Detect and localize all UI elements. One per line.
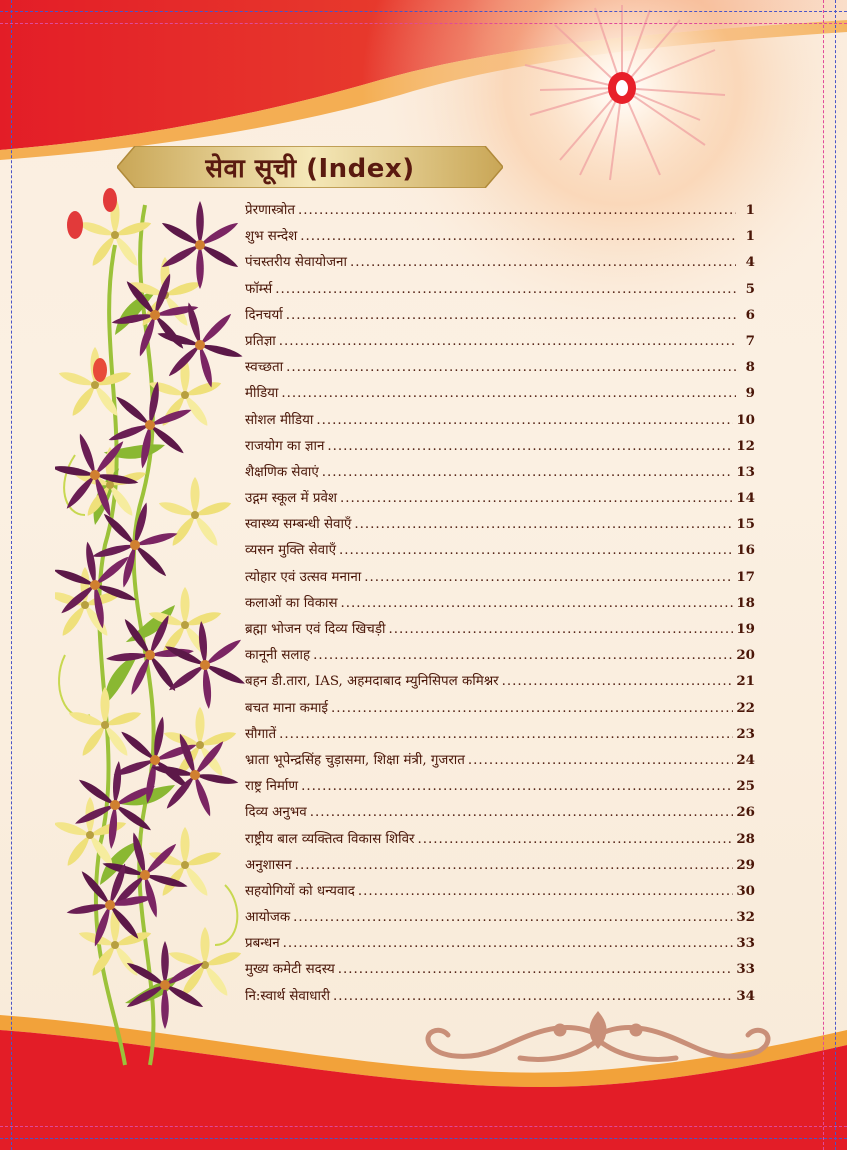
toc-entry-title: आयोजक bbox=[245, 910, 291, 926]
toc-leader-dots bbox=[354, 517, 733, 532]
toc-leader-dots bbox=[333, 989, 733, 1004]
toc-entry-page: 14 bbox=[736, 490, 755, 507]
toc-entry-title: ब्रह्मा भोजन एवं दिव्य खिचड़ी bbox=[245, 622, 386, 637]
toc-entry-page: 13 bbox=[736, 463, 755, 480]
toc-entry[interactable] bbox=[245, 200, 755, 226]
toc-entry-title: अनुशासन bbox=[245, 857, 292, 873]
toc-entry[interactable] bbox=[245, 933, 755, 959]
toc-entry-page: 9 bbox=[745, 385, 755, 402]
toc-entry[interactable] bbox=[245, 698, 755, 724]
toc-entry-page: 15 bbox=[736, 516, 755, 533]
page-title: सेवा सूची (Index) bbox=[205, 154, 415, 184]
toc-entry[interactable] bbox=[245, 750, 755, 776]
toc-leader-dots bbox=[275, 282, 736, 297]
toc-entry[interactable] bbox=[245, 645, 755, 671]
toc-entry[interactable] bbox=[245, 881, 755, 907]
toc-entry-page: 33 bbox=[736, 935, 755, 952]
toc-entry-page: 19 bbox=[736, 621, 755, 637]
toc-entry[interactable] bbox=[245, 331, 755, 357]
toc-leader-dots bbox=[279, 727, 733, 742]
toc-entry-title: राष्ट्र निर्माण bbox=[245, 779, 299, 795]
toc-entry-title: सोशल मीडिया bbox=[245, 412, 314, 428]
toc-entry[interactable] bbox=[245, 671, 755, 697]
toc-leader-dots bbox=[418, 832, 734, 847]
toc-entry-page: 6 bbox=[745, 306, 755, 323]
toc-entry[interactable] bbox=[245, 724, 755, 750]
toc-entry[interactable] bbox=[245, 252, 755, 278]
toc-entry[interactable] bbox=[245, 305, 755, 331]
toc-leader-dots bbox=[338, 962, 734, 977]
toc-entry[interactable] bbox=[245, 959, 755, 985]
toc-entry[interactable] bbox=[245, 410, 755, 436]
toc-entry-title: राजयोग का ज्ञान bbox=[245, 438, 325, 454]
lily-garland-illustration bbox=[55, 185, 255, 1085]
scroll-ornament-icon bbox=[428, 1015, 768, 1059]
toc-entry-page: 21 bbox=[736, 673, 755, 690]
toc-leader-dots bbox=[350, 255, 736, 270]
toc-entry-page: 28 bbox=[736, 830, 755, 847]
toc-entry-title: शुभ सन्देश bbox=[245, 229, 298, 245]
toc-entry-page: 32 bbox=[736, 909, 755, 926]
toc-entry[interactable] bbox=[245, 488, 755, 514]
toc-leader-dots bbox=[295, 858, 734, 873]
toc-entry-page: 12 bbox=[736, 437, 755, 454]
toc-leader-dots bbox=[327, 439, 733, 454]
toc-entry-title: बहन डी.तारा, IAS, अहमदाबाद म्युनिसिपल कमिश्नर bbox=[245, 674, 499, 690]
toc-entry-title: दिव्य अनुभव bbox=[245, 805, 307, 821]
toc-entry[interactable] bbox=[245, 593, 755, 619]
toc-entry[interactable] bbox=[245, 436, 755, 462]
toc-entry-page: 8 bbox=[745, 359, 755, 376]
toc-entry[interactable] bbox=[245, 986, 755, 1012]
toc-entry-title: सौगातें bbox=[245, 726, 277, 742]
toc-entry[interactable] bbox=[245, 829, 755, 855]
toc-entry-page: 7 bbox=[745, 332, 755, 349]
toc-entry-title: व्यसन मुक्ति सेवाएँ bbox=[245, 543, 336, 559]
toc-entry-title: शैक्षणिक सेवाएं bbox=[245, 464, 319, 480]
toc-leader-dots bbox=[286, 360, 736, 375]
toc-entry[interactable] bbox=[245, 357, 755, 383]
toc-entry-page: 4 bbox=[745, 254, 755, 271]
toc-entry[interactable] bbox=[245, 567, 755, 593]
toc-entry[interactable] bbox=[245, 855, 755, 881]
toc-entry-page: 25 bbox=[736, 778, 755, 795]
toc-entry-title: प्रतिज्ञा bbox=[245, 333, 276, 349]
toc-leader-dots bbox=[341, 596, 734, 611]
toc-leader-dots bbox=[313, 648, 733, 663]
toc-entry-page: 17 bbox=[736, 568, 755, 585]
toc-entry-page: 10 bbox=[736, 411, 755, 428]
toc-entry-title: त्योहार एवं उत्सव मनाना bbox=[245, 569, 362, 585]
toc-entry-page: 18 bbox=[736, 594, 755, 611]
toc-entry[interactable] bbox=[245, 279, 755, 305]
toc-leader-dots bbox=[286, 308, 736, 323]
toc-entry[interactable] bbox=[245, 619, 755, 645]
toc-entry-page: 23 bbox=[736, 725, 755, 742]
toc-entry-title: स्वास्थ्य सम्बन्धी सेवाएँ bbox=[245, 517, 352, 533]
toc-leader-dots bbox=[281, 386, 736, 401]
toc-entry-page: 20 bbox=[736, 647, 755, 664]
toc-entry-title: प्रबन्धन bbox=[245, 936, 280, 952]
toc-entry[interactable] bbox=[245, 383, 755, 409]
toc-leader-dots bbox=[358, 884, 733, 899]
toc-entry-page: 29 bbox=[736, 856, 755, 873]
toc-leader-dots bbox=[364, 570, 733, 585]
toc-leader-dots bbox=[502, 674, 734, 689]
toc-leader-dots bbox=[468, 753, 733, 768]
toc-entry-page: 16 bbox=[736, 542, 755, 559]
toc-entry-page: 22 bbox=[736, 699, 755, 716]
toc-entry-page: 1 bbox=[745, 202, 755, 218]
toc-leader-dots bbox=[279, 334, 736, 349]
toc-entry-title: मुख्य कमेटी सदस्य bbox=[245, 962, 335, 978]
toc-entry-title: दिनचर्या bbox=[245, 307, 283, 323]
toc-entry[interactable] bbox=[245, 226, 755, 252]
toc-entry-title: नि:स्वार्थ सेवाधारी bbox=[245, 988, 330, 1004]
toc-entry[interactable] bbox=[245, 514, 755, 540]
toc-entry[interactable] bbox=[245, 776, 755, 802]
toc-entry-title: उद्गम स्कूल में प्रवेश bbox=[245, 491, 338, 507]
toc-entry-title: प्रेरणास्त्रोत bbox=[245, 203, 295, 218]
table-of-contents bbox=[245, 200, 755, 1012]
toc-leader-dots bbox=[293, 910, 733, 925]
toc-entry[interactable] bbox=[245, 540, 755, 566]
toc-entry-title: भ्राता भूपेन्द्रसिंह चुड़ासमा, शिक्षा मंत्री, गुजरात bbox=[245, 752, 465, 768]
toc-entry-title: सहयोगियों को धन्यवाद bbox=[245, 883, 355, 899]
toc-entry-page: 30 bbox=[736, 882, 755, 899]
toc-entry-page: 26 bbox=[736, 804, 755, 821]
toc-entry[interactable] bbox=[245, 802, 755, 828]
toc-leader-dots bbox=[310, 805, 734, 820]
toc-entry-title: पंचस्तरीय सेवायोजना bbox=[245, 255, 347, 271]
toc-entry-page: 24 bbox=[736, 751, 755, 768]
toc-leader-dots bbox=[322, 465, 734, 480]
toc-entry-title: राष्ट्रीय बाल व्यक्तित्व विकास शिविर bbox=[245, 831, 415, 847]
toc-entry-title: कानूनी सलाह bbox=[245, 648, 311, 664]
toc-entry[interactable] bbox=[245, 907, 755, 933]
toc-leader-dots bbox=[331, 701, 733, 716]
toc-entry-page: 5 bbox=[745, 280, 755, 297]
toc-entry-title: बचत माना कमाई bbox=[245, 700, 329, 716]
toc-leader-dots bbox=[300, 229, 736, 244]
toc-entry-title: मीडिया bbox=[245, 386, 279, 402]
toc-entry-page: 1 bbox=[745, 228, 755, 245]
toc-leader-dots bbox=[388, 622, 733, 637]
toc-entry-title: फॉर्म्स bbox=[245, 281, 273, 297]
toc-entry-page: 34 bbox=[736, 987, 755, 1004]
toc-leader-dots bbox=[283, 936, 734, 951]
toc-leader-dots bbox=[298, 203, 736, 218]
toc-leader-dots bbox=[316, 413, 733, 428]
toc-entry-title: स्वच्छता bbox=[245, 360, 284, 376]
toc-entry-title: कलाओं का विकास bbox=[245, 595, 338, 611]
toc-leader-dots bbox=[339, 543, 733, 558]
toc-leader-dots bbox=[340, 491, 733, 506]
toc-entry[interactable] bbox=[245, 462, 755, 488]
toc-entry-page: 33 bbox=[736, 961, 755, 978]
toc-leader-dots bbox=[301, 779, 733, 794]
